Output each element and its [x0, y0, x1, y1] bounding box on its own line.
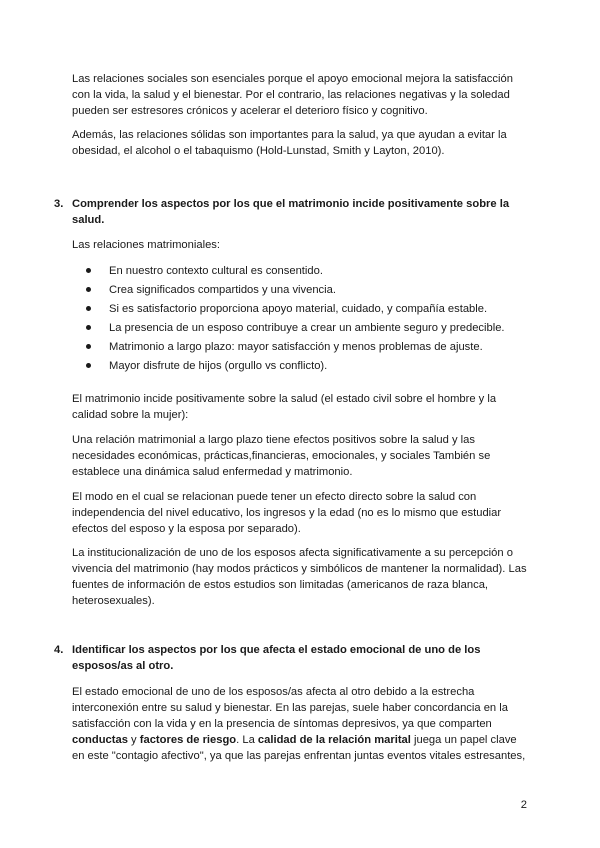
bold-term: conductas — [72, 734, 128, 746]
section-3-paragraph-1 — [72, 391, 532, 423]
bullet-icon — [86, 325, 91, 330]
list-item: En nuestro contexto cultural es consentido. — [90, 263, 530, 282]
bullet-icon — [86, 287, 91, 292]
intro-paragraph-1 — [72, 71, 532, 119]
bullet-icon — [86, 363, 91, 368]
page-number: 2 — [520, 799, 527, 811]
paragraph-text: El modo en el cual se relacionan puede tener un efecto directo sobre la salud con independencia del nivel educativo, los ingresos y la edad (no es lo mismo que estudiar efectos del esposo y la esposa por separado). — [72, 491, 502, 535]
section-title: Comprender los aspectos por los que el matrimonio incide positivamente sobre la salud. — [72, 198, 510, 226]
list-item: Mayor disfrute de hijos (orgullo vs conflicto). — [90, 358, 530, 377]
section-4-heading — [54, 642, 532, 674]
section-3-paragraph-2 — [72, 432, 532, 480]
section-3-lead — [72, 237, 532, 253]
intro-paragraph-2 — [72, 127, 532, 159]
list-item: La presencia de un esposo contribuye a crear un ambiente seguro y predecible. — [90, 320, 530, 339]
section-3-bullet-list — [90, 263, 530, 377]
paragraph-text: El matrimonio incide positivamente sobre la salud (el estado civil sobre el hombre y la calidad sobre la mujer): — [72, 393, 497, 421]
section-number: 4. — [54, 644, 64, 656]
section-3-paragraph-4 — [72, 545, 532, 609]
paragraph-text: El estado emocional de uno de los esposos/as afecta al otro debido a la estrecha interconexión entre su salud y bienestar. En las parejas, suele haber concordancia en la satisfacción con la vida y en la presencia de síntomas depresivos, ya que comparten conductas y factores de riesgo. La calidad de la relación marital juega un papel clave en este "contagio afectivo", ya que las parejas enfrentan juntas eventos vitales estresantes, — [72, 686, 526, 762]
paragraph-text: La institucionalización de uno de los esposos afecta significativamente a su percepción o vivencia del matrimonio (hay modos prácticos y simbólicos de mantener la normalidad). Las fuentes de información de estos estudios son limitadas (americanos de raza blanca, heterosexuales). — [72, 547, 527, 607]
paragraph-text: Las relaciones matrimoniales: — [72, 239, 220, 251]
section-3-paragraph-3 — [72, 489, 532, 537]
bold-term: factores de riesgo — [139, 734, 237, 746]
section-3-heading — [54, 196, 532, 228]
list-item: Crea significados compartidos y una vivencia. — [90, 282, 530, 301]
section-4-paragraph-1 — [72, 684, 532, 764]
paragraph-text: Una relación matrimonial a largo plazo tiene efectos positivos sobre la salud y las necesidades económicas, prácticas,financieras, emocionales, y sociales También se establece una dinámica salud enfermedad y matrimonio. — [72, 434, 491, 478]
section-number: 3. — [54, 198, 64, 210]
list-item: Matrimonio a largo plazo: mayor satisfacción y menos problemas de ajuste. — [90, 339, 530, 358]
bullet-icon — [86, 306, 91, 311]
section-title: Identificar los aspectos por los que afecta el estado emocional de uno de los esposos/as al otro. — [72, 644, 481, 672]
bold-term: calidad de la relación marital — [257, 734, 411, 746]
bullet-icon — [86, 268, 91, 273]
paragraph-text: Además, las relaciones sólidas son importantes para la salud, ya que ayudan a evitar la obesidad, el alcohol o el tabaquismo (Hold-Lunstad, Smith y Layton, 2010). — [72, 129, 507, 157]
bullet-icon — [86, 344, 91, 349]
list-item: Si es satisfactorio proporciona apoyo material, cuidado, y compañía estable. — [90, 301, 530, 320]
paragraph-text: Las relaciones sociales son esenciales porque el apoyo emocional mejora la satisfacción con la vida, la salud y el bienestar. Por el contrario, las relaciones negativas y la soledad pueden ser estresores crónicos y acelerar el deterioro físico y cognitivo. — [72, 73, 513, 117]
